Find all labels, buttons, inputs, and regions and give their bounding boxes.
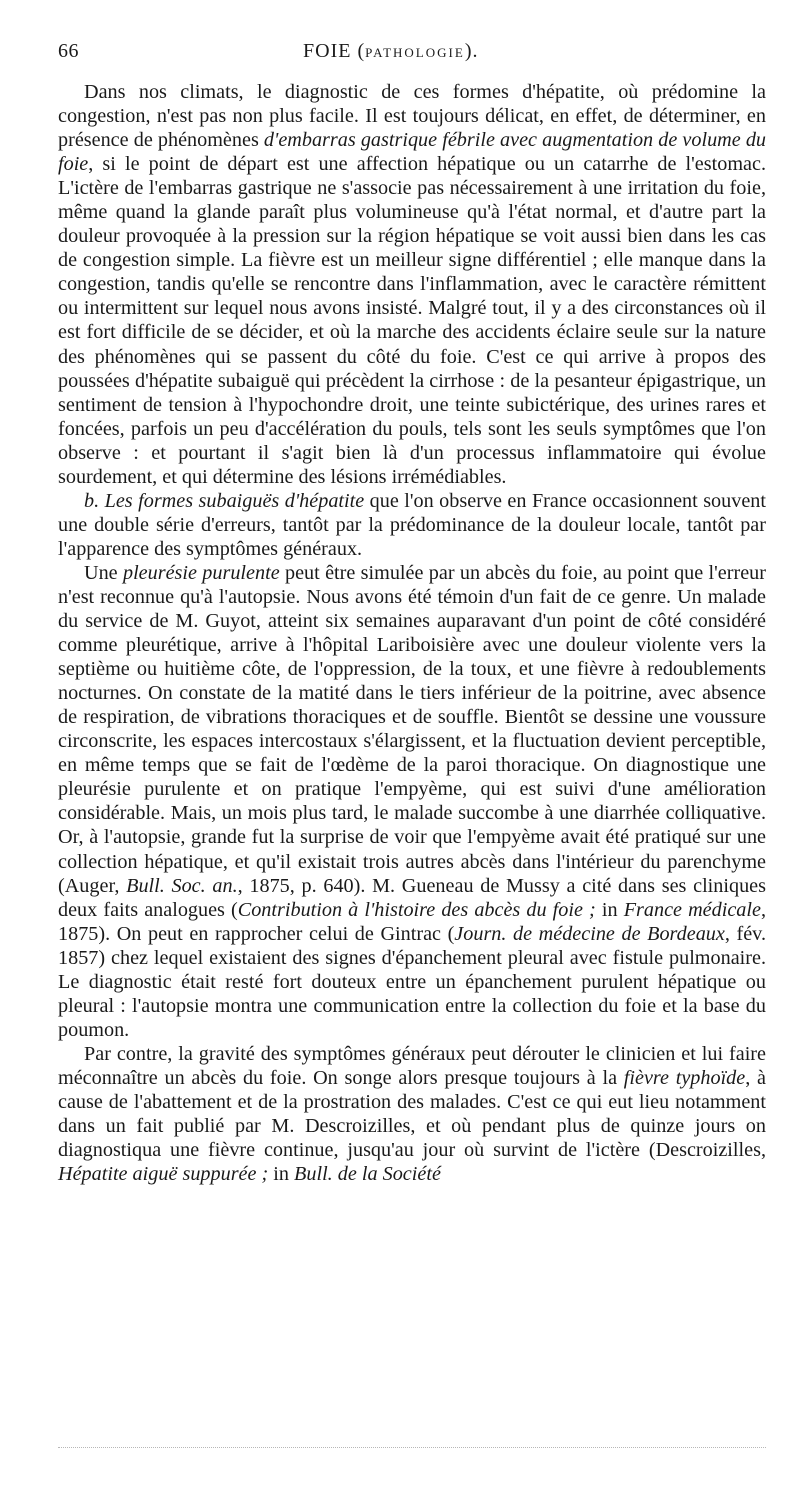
italic-text-segment: fièvre typhoïde (623, 1066, 746, 1089)
paragraph-general-symptoms (58, 1042, 766, 1186)
text-segment: Une (84, 561, 123, 584)
text-segment: , 1875, p. 640). M. Gueneau de Mussy a cité dans ses cliniques deux faits analogues ( (58, 874, 766, 921)
text-segment: , à cause de l'abattement et de la prostration des malades. C'est ce qui eut lieu notamment dans un fait publié par M. Descroizilles, et où pendant plus de quinze jours on diagnostiqua une fièvre continue, jusqu'au jour où survint de l'ictère (Descroizilles, (58, 1066, 766, 1162)
text-segment: , fév. 1857) chez lequel existaient des signes d'épanchement pleural avec fistule pulmonaire. Le diagnostic était resté fort douteux entre un épanchement purulent hépatique ou pleural : l'autopsie montra une communication entre la collection du foie et la base du poumon. (58, 922, 767, 1041)
italic-text-segment: Contribution à l'histoire des abcès du foie ; (237, 898, 596, 921)
text-segment: que l'on observe en France occasionnent souvent une double série d'erreurs, tantôt par la prédominance de la douleur locale, tantôt par l'apparence des symptômes généraux. (58, 489, 766, 560)
text-segment: in (595, 898, 624, 921)
italic-text-segment: Bull. de la Société (294, 1163, 441, 1186)
footer-divider (58, 1447, 766, 1448)
paragraph-congestion (58, 80, 766, 489)
text-segment: , si le point de départ est une affection hépatique ou un catarrhe de l'estomac. L'ictère de l'embarras gastrique ne s'associe pas nécessairement à une irritation du foie, même quand la glande paraît plus volumineuse qu'à l'état normal, et d'autre part la douleur provoquée à la pression sur la région hépatique se voit aussi bien dans les cas de congestion simple. La fièvre est un meilleur signe différentiel ; elle manque dans la congestion, tandis qu'elle se rencontre dans l'inflammation, avec le caractère rémittent ou intermittent sur lequel nous avons insisté. Malgré tout, il y a des circonstances où il est fort difficile de se décider, et où la marche des accidents éclaire seule sur la nature des phénomènes qui se passent du côté du foie. C'est ce qui arrive à propos des poussées d'hépatite subaiguë qui précèdent la cirrhose : de la pesanteur épigastrique, un sentiment de tension à l'hypochondre droit, une teinte subictérique, des urines rares et foncées, parfois un peu d'accélération du pouls, tels sont les seuls symptômes que l'on observe : et pourtant il s'agit bien là d'un processus inflammatoire qui évolue sourdement, et qui détermine des lésions irrémédiables. (58, 153, 766, 488)
italic-text-segment: d'embarras gastrique fébrile avec augmentation de volume du foie (58, 129, 767, 176)
italic-text-segment: France médicale (623, 898, 761, 921)
body-text (58, 80, 766, 1186)
running-title-end: ). (464, 40, 479, 62)
text-segment: Dans nos climats, le diagnostic de ces formes d'hépatite, où prédomine la congestion, n'est pas non plus facile. Il est toujours délicat, en effet, de déterminer, en présence de phénomènes (58, 81, 766, 152)
page-header (58, 40, 766, 72)
running-title-main: FOIE ( (303, 40, 366, 62)
page-number: 66 (58, 40, 79, 62)
text-segment: in (268, 1163, 295, 1186)
text-segment: peut être simulée par un abcès du foie, au point que l'erreur n'est reconnue qu'à l'autopsie. Nous avons été témoin d'un fait de ce genre. Un malade du service de M. Guyot, atteint six semaines auparavant d'un point de côté considéré comme pleurétique, arrive à l'hôpital Lariboisière avec une douleur violente vers la septième ou huitième côte, de l'oppression, de la toux, et une fièvre à redoublements nocturnes. On constate de la matité dans le tiers inférieur de la poitrine, avec absence de respiration, de vibrations thoraciques et de souffle. Bientôt se dessine une voussure circonscrite, les espaces intercostaux s'élargissent, et la fluctuation devient perceptible, en même temps que se fait de l'œdème de la paroi thoracique. On diagnostique une pleurésie purulente et on pratique l'empyème, qui est suivi d'une amélioration considérable. Mais, un mois plus tard, le malade succombe à une diarrhée colliquative. Or, à l'autopsie, grande fut la surprise de voir que l'empyème avait été pratiqué sur une collection hépatique, et qu'il existait trois autres abcès dans l'intérieur du parenchyme (Auger, (58, 561, 766, 897)
running-title (303, 40, 478, 63)
italic-text-segment: Hépatite aiguë suppurée ; (58, 1163, 269, 1186)
running-title-smallcaps: PATHOLOGIE (365, 45, 465, 60)
document-page (58, 40, 766, 1186)
text-segment: , 1875). On peut en rapprocher celui de Gintrac ( (58, 898, 766, 945)
italic-text-segment: b. Les formes subaiguës d'hépatite (84, 489, 365, 512)
italic-text-segment: Bull. Soc. an. (126, 874, 238, 897)
italic-text-segment: Journ. de médecine de Bordeaux (454, 922, 725, 945)
paragraph-subacute-forms (58, 489, 766, 561)
paragraph-purulent-pleurisy (58, 561, 766, 1042)
text-segment: Par contre, la gravité des symptômes généraux peut dérouter le clinicien et lui faire méconnaître un abcès du foie. On songe alors presque toujours à la (58, 1042, 766, 1089)
italic-text-segment: pleurésie purulente (122, 561, 280, 584)
